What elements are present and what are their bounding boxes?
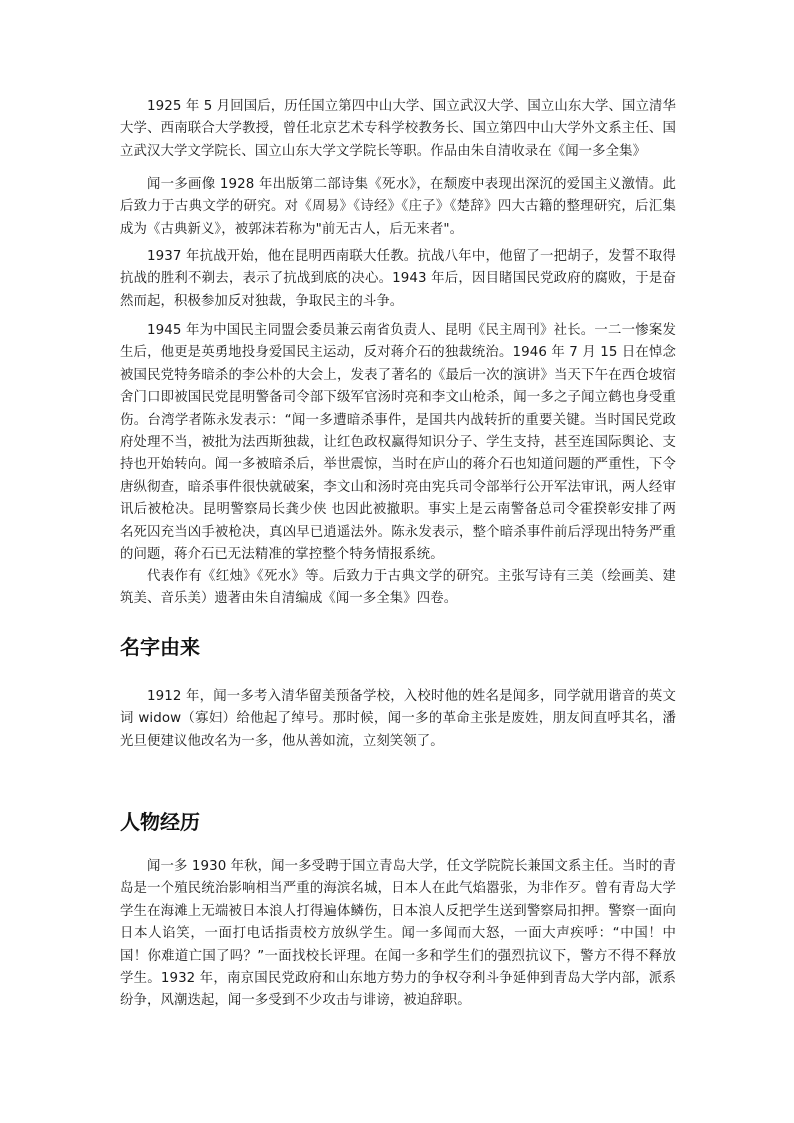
paragraph-poetry: 闻一多画像 1928 年出版第二部诗集《死水》，在颓废中表现出深沉的爱国主义激情。此后致力于古典文学的研究。对《周易》《诗经》《庄子》《楚辞》四大古籍的整理研究，后汇集成为《古典新义》，被郭沫若称为"前无古人，后无来者"。 xyxy=(120,177,676,237)
paragraph-career: 1925 年 5 月回国后，历任国立第四中山大学、国立武汉大学、国立山东大学、国立清华大学、西南联合大学教授，曾任北京艺术专科学校教务长、国立第四中山大学外文系主任、国立武汉大学文学院长、国立山东大学文学院长等职。作品由朱自清收录在《闻一多全集》 xyxy=(120,99,676,159)
paragraph-works: 代表作有《红烛》《死水》等。后致力于古典文学的研究。主张写诗有三美（绘画美、建筑美、音乐美）遗著由朱自清编成《闻一多全集》四卷。 xyxy=(120,569,676,607)
paragraph-assassination: 1945 年为中国民主同盟会委员兼云南省负责人、昆明《民主周刊》社长。一二一惨案发生后，他更是英勇地投身爱国民主运动，反对蒋介石的独裁统治。1946 年 7 月 15 日在悼念被国民党特务暗杀的李公朴的大会上，发表了著名的《最后一次的演讲》当天下午在西仓坡宿舍门口即被国民党昆明警备司令部下级军官汤时亮和李文山枪杀，闻一多之子闻立鹤也身受重伤。台湾学者陈永发表示：“闻一多遭暗杀事件，是国共内战转折的重要关键。当时国民党政府处理不当，被批为法西斯独裁，让红色政权赢得知识分子、学生支持，甚至连国际舆论、支持也开始转向。闻一多被暗杀后，举世震惊，当时在庐山的蒋介石也知道问题的严重性，下令唐纵彻查，暗杀事件很快就破案，李文山和汤时亮由宪兵司令部举行公开军法审讯，两人经审讯后被枪决。昆明警察局长龚少侠 也因此被撤职。事实上是云南警备总司令霍揆彰安排了两名死囚充当凶手被枪决，真凶早已逍遥法外。陈永发表示，整个暗杀事件前后浮现出特务严重的问题，蒋介石已无法精准的掌控整个特务情报系统。 xyxy=(120,323,676,563)
paragraph-biography: 闻一多 1930 年秋，闻一多受聘于国立青岛大学，任文学院院长兼国文系主任。当时的青岛是一个殖民统治影响相当严重的海滨名城，日本人在此气焰嚣张，为非作歹。曾有青岛大学学生在海滩上无端被日本浪人打得遍体鳞伤，日本浪人反把学生送到警察局扣押。警察一面向日本人谄笑，一面打电话指责校方放纵学生。闻一多闻而大怒，一面大声疾呼：“中国！中国！你难道亡国了吗？”一面找校长评理。在闻一多和学生们的强烈抗议下，警方不得不释放学生。1932 年，南京国民党政府和山东地方势力的争权夺利斗争延伸到青岛大学内部，派系纷争，风潮迭起，闻一多受到不少攻击与诽谤，被迫辞职。 xyxy=(120,859,676,1009)
paragraph-war: 1937 年抗战开始，他在昆明西南联大任教。抗战八年中，他留了一把胡子，发誓不取得抗战的胜利不剃去，表示了抗战到底的决心。1943 年后，因目睹国民党政府的腐败，于是奋然而起，积极参加反对独裁，争取民主的斗争。 xyxy=(120,249,676,309)
heading-name-origin: 名字由来 xyxy=(120,635,200,659)
heading-biography: 人物经历 xyxy=(120,810,200,834)
paragraph-name-origin: 1912 年，闻一多考入清华留美预备学校，入校时他的姓名是闻多，同学就用谐音的英文词 widow（寡妇）给他起了绰号。那时候，闻一多的革命主张是废姓，朋友间直呼其名，潘光旦便建议他改名为一多，他从善如流，立刻笑领了。 xyxy=(120,689,676,749)
